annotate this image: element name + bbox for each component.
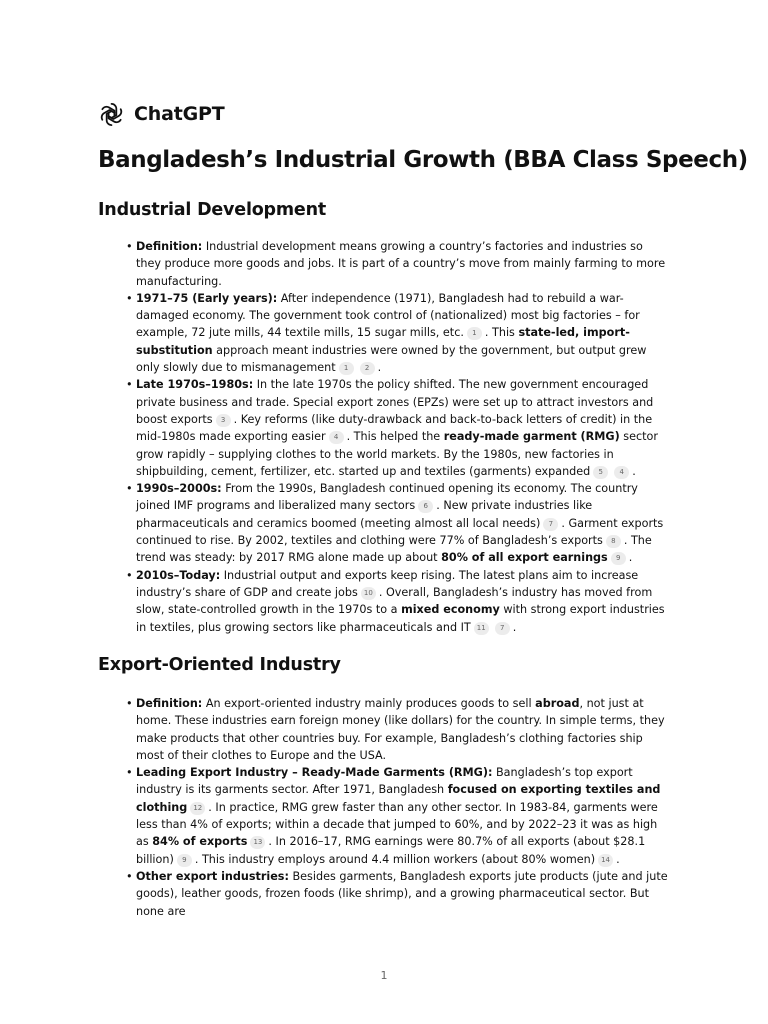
bullet-item xyxy=(126,238,671,290)
bold-text: focused on exporting textiles and clothing xyxy=(136,783,661,814)
bullet-item xyxy=(126,290,671,376)
bullet-item xyxy=(126,695,671,764)
bold-text: mixed economy xyxy=(401,603,500,617)
bullet-text: approach meant industries were owned by the government, but output grew only slowly due to mismanagement xyxy=(136,343,647,375)
bullet-label: 1971–75 (Early years): xyxy=(136,291,278,305)
citation-badge[interactable]: 5 xyxy=(593,466,608,479)
bullet-text: Industrial development means growing a country’s factories and industries so they produce more goods and jobs. It is part of a country’s move from mainly farming to more manufacturing. xyxy=(136,240,666,288)
bullet-text: . New private industries like pharmaceuticals and ceramics boomed (meeting almost all local needs) xyxy=(136,499,593,530)
bullet-text: . The trend was steady: by 2017 RMG alone made up about xyxy=(136,534,652,565)
citation-badge[interactable]: 7 xyxy=(543,518,558,531)
citation-badge[interactable]: 1 xyxy=(467,327,482,340)
bullet-item xyxy=(126,868,671,920)
bullet-text: . Garment exports continued to rise. By 2002, textiles and clothing were 77% of Bangladesh’s exports xyxy=(136,516,664,548)
citation-badge[interactable]: 2 xyxy=(360,362,375,375)
bullet-text: . In practice, RMG grew faster than any other sector. In 1983-84, garments were less than 4% of exports; within a decade that jumped to 60%, and by 2022–23 it was as high as xyxy=(136,800,658,849)
citation-badge[interactable]: 6 xyxy=(418,500,433,513)
bullet-text: . xyxy=(628,551,633,565)
bullet-text: . This industry employs around 4.4 million workers (about 80% women) xyxy=(194,852,596,866)
bullet-text: . xyxy=(616,852,620,866)
bullet-list-industrial-development xyxy=(126,238,671,636)
citation-badge[interactable]: 14 xyxy=(598,854,613,867)
section-heading-export-oriented-industry: Export-Oriented Industry xyxy=(98,655,341,675)
document-title: Bangladesh’s Industrial Growth (BBA Class Speech) xyxy=(98,147,748,173)
citation-badge[interactable]: 11 xyxy=(474,622,489,635)
bullet-text: From the 1990s, Bangladesh continued opening its economy. The country joined IMF programs and liberalized many sectors xyxy=(136,482,638,513)
bullet-text: An export-oriented industry mainly produces goods to sell xyxy=(202,697,536,710)
citation-badge[interactable]: 4 xyxy=(329,431,344,444)
bullet-text: Industrial output and exports keep rising. The latest plans aim to increase industry’s share of GDP and create jobs xyxy=(136,568,639,599)
bullet-label: 2010s–Today: xyxy=(136,568,221,582)
bullet-list-export-oriented-industry xyxy=(126,695,671,920)
bullet-label: Definition: xyxy=(136,697,203,710)
citation-badge[interactable]: 9 xyxy=(611,552,626,565)
bullet-text: . This helped the xyxy=(346,430,444,444)
bullet-item xyxy=(126,480,671,566)
bullet-label: Late 1970s–1980s: xyxy=(136,378,254,392)
bullet-label: Leading Export Industry – Ready-Made Garments (RMG): xyxy=(136,766,493,780)
bullet-text: Besides garments, Bangladesh exports jute products (jute and jute goods), leather goods, frozen foods (like shrimp), and a growing pharmaceutical sector. But none are xyxy=(136,869,668,918)
bullet-label: 1990s–2000s: xyxy=(136,482,222,496)
bullet-text: After independence (1971), Bangladesh had to rebuild a war-damaged economy. The government took control of (nationalized) most big factories – for example, 72 jute mills, 44 textile mills, 15 sugar mills, etc. xyxy=(136,291,640,340)
brand-name: ChatGPT xyxy=(134,103,225,125)
citation-badge[interactable]: 8 xyxy=(606,535,621,548)
bullet-text: In the late 1970s the policy shifted. The new government encouraged private business and trade. Special export zones (EPZs) were set up to attract investors and boost exports xyxy=(136,378,654,426)
citation-badge[interactable]: 10 xyxy=(361,587,376,600)
page-number: 1 xyxy=(380,969,388,982)
citation-badge[interactable]: 13 xyxy=(250,836,265,849)
bullet-item xyxy=(126,376,671,480)
bullet-text: . xyxy=(377,361,382,375)
bold-text: ready-made garment (RMG) xyxy=(443,430,620,444)
section-heading-industrial-development: Industrial Development xyxy=(98,200,327,220)
bold-text: state-led, import-substitution xyxy=(136,326,630,357)
bold-text: 84% of exports xyxy=(152,835,248,849)
bullet-text: . Key reforms (like duty-drawback and back-to-back letters of credit) in the mid-1980s made exporting easier xyxy=(136,412,653,444)
citation-badge[interactable]: 9 xyxy=(177,854,192,867)
citation-badge[interactable]: 7 xyxy=(495,622,510,635)
bullet-text: , not just at home. These industries earn foreign money (like dollars) for the country. In simple terms, they make products that other countries buy. For example, Bangladesh’s clothing factories ship most of their clothes to Europe and the USA. xyxy=(136,697,665,762)
bullet-item xyxy=(126,764,671,868)
bold-text: abroad xyxy=(535,697,580,710)
citation-badge[interactable]: 1 xyxy=(339,362,354,375)
brand-logo xyxy=(98,100,224,128)
bullet-label: Other export industries: xyxy=(136,869,289,883)
openai-logo-icon xyxy=(98,101,125,128)
bullet-text: . This xyxy=(484,326,519,340)
bullet-text: Bangladesh’s top export industry is its garments sector. After 1971, Bangladesh xyxy=(136,766,633,797)
citation-badge[interactable]: 4 xyxy=(614,466,629,479)
bullet-text: with strong export industries in textiles, plus growing sectors like pharmaceuticals and IT xyxy=(136,603,665,634)
bullet-text: . xyxy=(512,620,517,634)
citation-badge[interactable]: 12 xyxy=(190,802,205,815)
bullet-text: sector grow rapidly – supplying clothes to the world markets. By the 1980s, new factories in shipbuilding, cement, fertilizer, etc. started up and textiles (garments) expanded xyxy=(136,430,658,478)
bullet-label: Definition: xyxy=(136,240,203,253)
bold-text: 80% of all export earnings xyxy=(441,551,608,565)
citation-badge[interactable]: 3 xyxy=(216,414,231,427)
bullet-item xyxy=(126,567,671,636)
bullet-text: . Overall, Bangladesh’s industry has moved from slow, state-controlled growth in the 1970s to a xyxy=(136,585,653,617)
bullet-text: . In 2016–17, RMG earnings were 80.7% of all exports (about $28.1 billion) xyxy=(136,835,646,866)
bullet-text: . xyxy=(632,464,636,478)
